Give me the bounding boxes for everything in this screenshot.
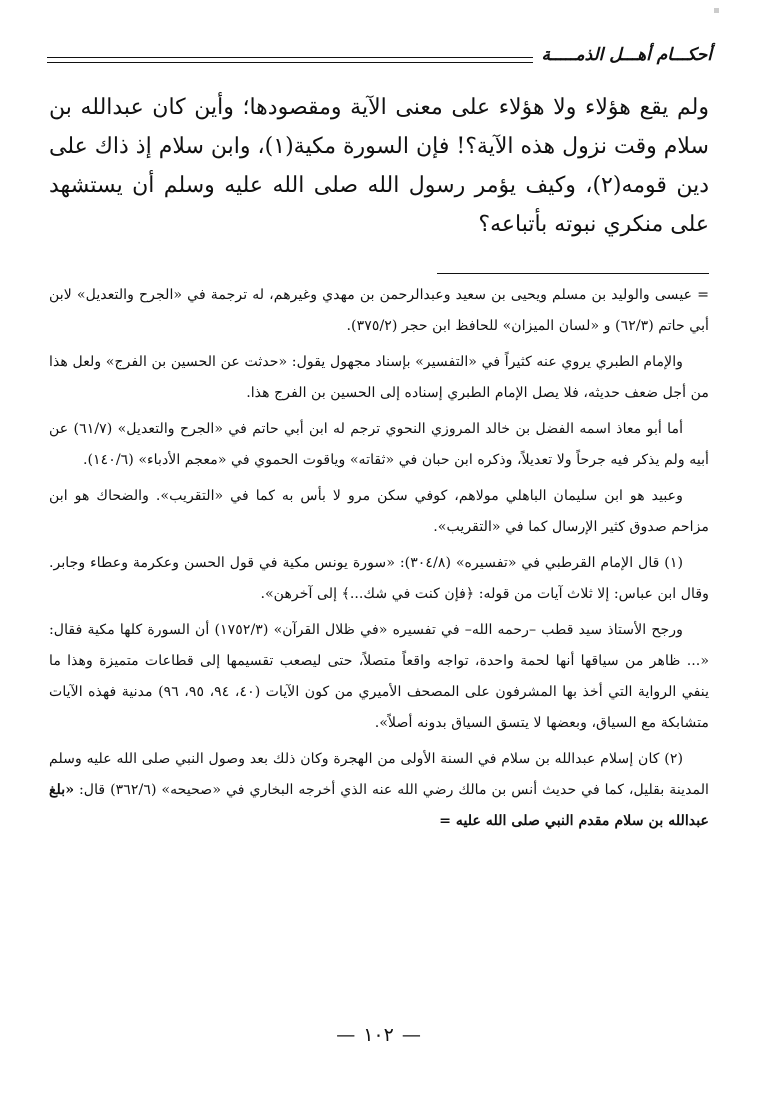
scan-mark: [714, 8, 719, 13]
footnote-paragraph: والإمام الطبري يروي عنه كثيراً في «التفسير» بإسناد مجهول يقول: «حدثت عن الحسين بن الفرج» ولعل هذا من أجل ضعف حديثه، فلا يصل الإمام الطبري إسناده إلى الحسين بن الفرج هذا.: [49, 354, 709, 401]
footnote-paragraph: وعبيد هو ابن سليمان الباهلي مولاهم، كوفي سكن مرو لا بأس به كما في «التقريب». والضحاك هو ابن مزاحم صدوق كثير الإرسال كما في «التقريب».: [49, 488, 709, 535]
footnote-2: [49, 744, 709, 837]
hadith-quote: «بلغ عبدالله بن سلام مقدم النبي صلى الله عليه =: [49, 782, 709, 829]
main-paragraph: ولم يقع هؤلاء ولا هؤلاء على معنى الآية ومقصودها؛ وأين كان عبدالله بن سلام وقت نزول هذه الآية؟! فإن السورة مكية(١)، وابن سلام إذ ذاك على دين قومه(٢)، وكيف يؤمر رسول الله صلى الله عليه وسلم أن يستشهد على منكري نبوته بأتباعه؟: [49, 95, 709, 237]
footnote-2-text: (٢) كان إسلام عبدالله بن سلام في السنة الأولى من الهجرة وكان ذلك بعد وصول النبي صلى الله عليه وسلم المدينة بقليل، كما في حديث أنس بن مالك رضي الله عنه الذي أخرجه البخاري في «صحيحه» (٣٦٢/٦) قال:: [49, 751, 709, 798]
main-text: [49, 88, 709, 244]
page-number: —١٠٢—: [336, 1024, 421, 1046]
footnote-paragraph: أما أبو معاذ اسمه الفضل بن خالد المروزي النحوي ترجم له ابن أبي حاتم في «الجرح والتعديل» (٦١/٧) عن أبيه ولم يذكر فيه جرحاً ولا تعديلاً، وذكره ابن حبان في «ثقاته» وياقوت الحموي في «معجم الأدباء» (١٤٠/٦).: [49, 421, 709, 468]
page-number-value: ١٠٢: [363, 1024, 394, 1046]
running-header: [47, 44, 712, 68]
footnote-paragraph: ورجح الأستاذ سيد قطب –رحمه الله– في تفسيره «في ظلال القرآن» (١٧٥٢/٣) أن السورة كلها مكية فقال: «... ظاهر من سياقها أنها لحمة واحدة، تواجه واقعاً متصلاً، حتى ليصعب تقسيمها إلى قطاعات متميزة وهذا ما ينفي الرواية التي أخذ بها المشرفون على المصحف الأميري من كون الآيات (٤٠، ٩٤، ٩٥، ٩٦) مدنية فهذه الآيات متشابكة مع السياق، وبعضها لا يتسق السياق بدونه أصلاً».: [49, 622, 710, 731]
footnote-separator: [437, 273, 709, 274]
footnote-1: (١) قال الإمام القرطبي في «تفسيره» (٣٠٤/٨): «سورة يونس مكية في قول الحسن وعكرمة وعطاء وجابر. وقال ابن عباس: إلا ثلاث آيات من قوله: ﴿فإن كنت في شك...﴾ إلى آخرهن».: [49, 555, 709, 602]
footnote-continuation: = عيسى والوليد بن مسلم ويحيى بن سعيد وعبدالرحمن بن مهدي وغيرهم، له ترجمة في «الجرح والتعديل» لابن أبي حاتم (٦٢/٣) و «لسان الميزان» للحافظ ابن حجر (٣٧٥/٢).: [49, 287, 709, 334]
header-title: أحكـــام أهـــل الذمـــــة: [533, 44, 712, 66]
footnotes: [49, 280, 709, 842]
